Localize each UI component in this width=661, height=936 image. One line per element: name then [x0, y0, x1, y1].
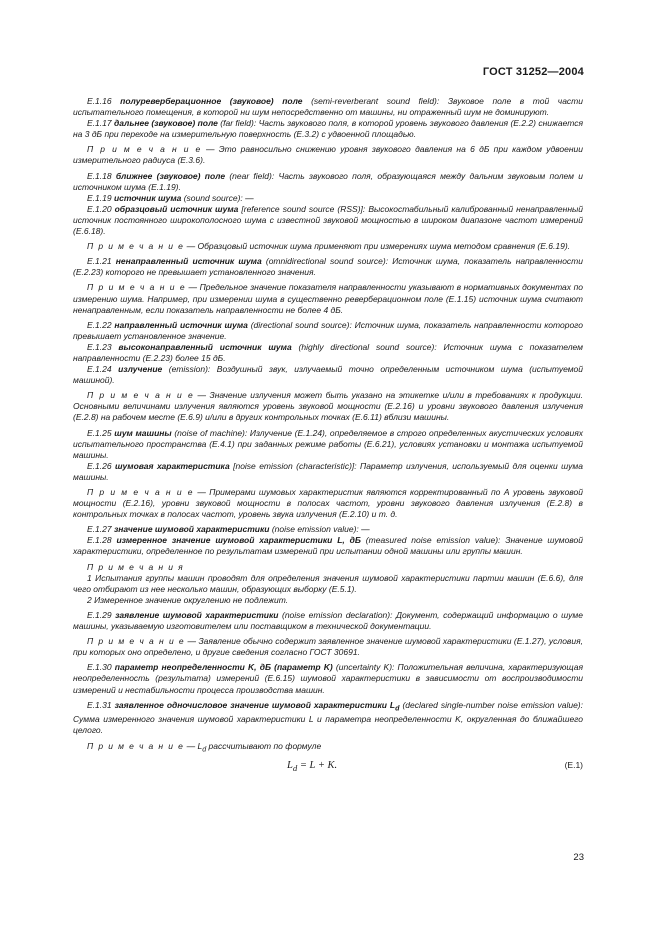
page-number: 23: [573, 852, 584, 863]
document-body: [73, 96, 583, 775]
entry-e1-20: Е.1.20 образцовый источник шума [reference sound source (RSS)]: Высокостабильный калиброванный ненаправленный источник постоянного широкополосного шума с известной звуковой мощностью в широком диапазоне частот измерений (Е.6.18).: [73, 203, 583, 237]
entry-e1-30: Е.1.30 параметр неопределенности K, дБ (параметр K) (uncertainty K): Положительная величина, характеризующая неопределенность (результата) измерений (Е.6.15) шумовой характеристики в зависимости от воспроизводимости измерений и нестабильности процесса производства машин.: [73, 662, 583, 695]
note-e1-20: П р и м е ч а н и е — Образцовый источник шума применяют при измерениях шума методом сравнения (Е.6.19).: [87, 241, 571, 252]
standard-header: ГОСТ 31252—2004: [482, 66, 584, 78]
note-1-e1-28: 1 Испытания группы машин проводят для определения значения шумовой характеристики партии машин (Е.6.6), для чего отбирают из нее несколько машин, образующих выборку (Е.5.1).: [73, 572, 583, 594]
entry-e1-19: Е.1.19 источник шума (sound source): —: [87, 192, 254, 203]
entry-e1-28: Е.1.28 измеренное значение шумовой характеристики L, дБ (measured noise emission value): Значение шумовой характеристики, определенное по результатам измерений при испытании одной машины или группы машин.: [73, 535, 583, 557]
entry-e1-29: Е.1.29 заявление шумовой характеристики (noise emission declaration): Документ, содержащий информацию о шуме машины, указываемую изготовителем или поставщиком в технической документации.: [73, 609, 583, 632]
entry-e1-17: Е.1.17 дальнее (звуковое) поле (far field): Часть звукового поля, в которой уровень звукового давления (Е.2.2) снижается на 3 дБ при переходе на измерительную поверхность (Е.3.2) с удвоенной площадью.: [73, 118, 583, 140]
note-2-e1-28: 2 Измеренное значение округлению не подлежит.: [87, 594, 289, 605]
formula-e1-1: [73, 757, 583, 775]
notes-heading-e1-28: П р и м е ч а н и я: [87, 561, 185, 572]
note-e1-29: П р и м е ч а н и е — Заявление обычно содержит заявленное значение шумовой характеристики (Е.1.27), условия, при которых оно определено, и другие сведения согласно ГОСТ 30691.: [73, 636, 584, 658]
entry-e1-16: Е.1.16 полуреверберационное (звуковое) поле (semi-reverberant sound field): Звуковое поле в той части испытательного помещения, в которой ни шум непосредственно от машины, ни отраженный шум не доминируют.: [73, 96, 583, 118]
entry-e1-22: Е.1.22 направленный источник шума (directional sound source): Источник шума, показатель направленности которого превышает установленное значение.: [73, 319, 583, 341]
entry-e1-21: Е.1.21 ненаправленный источник шума (omnidirectional sound source): Источник шума, показатель направленности (Е.2.23) которого не превышает установленного значения.: [73, 256, 583, 278]
entry-e1-24: Е.1.24 излучение (emission): Воздушный звук, излучаемый точно определенным источником шума (испытуемой машиной).: [73, 364, 583, 386]
entry-e1-25: Е.1.25 шум машины (noise of machine): Излучение (Е.1.24), определяемое в строго определенных акустических условиях испытательного пространства (Е.4.1) при заданных режиме работы (Е.6.21), условиях установки и монтажа испытуемой машины.: [73, 427, 583, 460]
formula-expression: $L_d = L + K$.: [287, 760, 338, 774]
entry-e1-26: Е.1.26 шумовая характеристика [noise emission (characteristic)]: Параметр излучения, используемый для оценки шума машины.: [73, 460, 583, 482]
entry-e1-31: Е.1.31 заявленное одночисловое значение шумовой характеристики $L_d$ (declared single-number noise emission value): Сумма измеренного значения шумовой характеристики L и параметра неопределенности K, округленная до ближайшего целого.: [73, 699, 583, 736]
entry-e1-27: Е.1.27 значение шумовой характеристики (noise emission value): —: [87, 524, 370, 535]
note-e1-31: П р и м е ч а н и е — $L_d$ рассчитывают по формуле: [87, 740, 322, 754]
entry-e1-23: Е.1.23 высоконаправленный источник шума (highly directional sound source): Источник шума с показателем направленности (Е.2.23) более 15 дБ.: [73, 341, 583, 363]
note-e1-24: П р и м е ч а н и е — Значение излучения может быть указано на этикетке и/или в требованиях к продукции. Основными величинами излучения являются уровень звуковой мощности (Е.2.16) и уровни звукового давления излучения (Е.2.8) на рабочем месте (Е.6.9) и/или в других контрольных точках (Е.6.11) вблизи машины.: [73, 390, 583, 423]
formula-number: (Е.1): [564, 760, 583, 771]
note-e1-26: П р и м е ч а н и е — Примерами шумовых характеристик являются корректированный по А уровень звуковой мощности (Е.2.16), уровни звуковой мощности в полосах частот, уровни звукового давления излучения (Е.2.8) в контрольных точках в полосах частот, уровень звука излучения (Е.2.10) и т. д.: [73, 487, 584, 520]
note-e1-17: П р и м е ч а н и е — Это равносильно снижению уровня звукового давления на 6 дБ при каждом удвоении измерительного радиуса (Е.3.6).: [73, 144, 584, 166]
entry-e1-18: Е.1.18 ближнее (звуковое) поле (near field): Часть звукового поля, образующаяся между дальним звуковым полем и источником шума (Е.1.19).: [73, 170, 583, 192]
note-e1-21: П р и м е ч а н и е — Предельное значение показателя направленности указывают в нормативных документах по измерению шума. Например, при измерении шума в существенно реверберационном поле (Е.1.15) источник шума считают ненаправленным, если показатель направленности не более 4 дБ.: [73, 282, 583, 315]
